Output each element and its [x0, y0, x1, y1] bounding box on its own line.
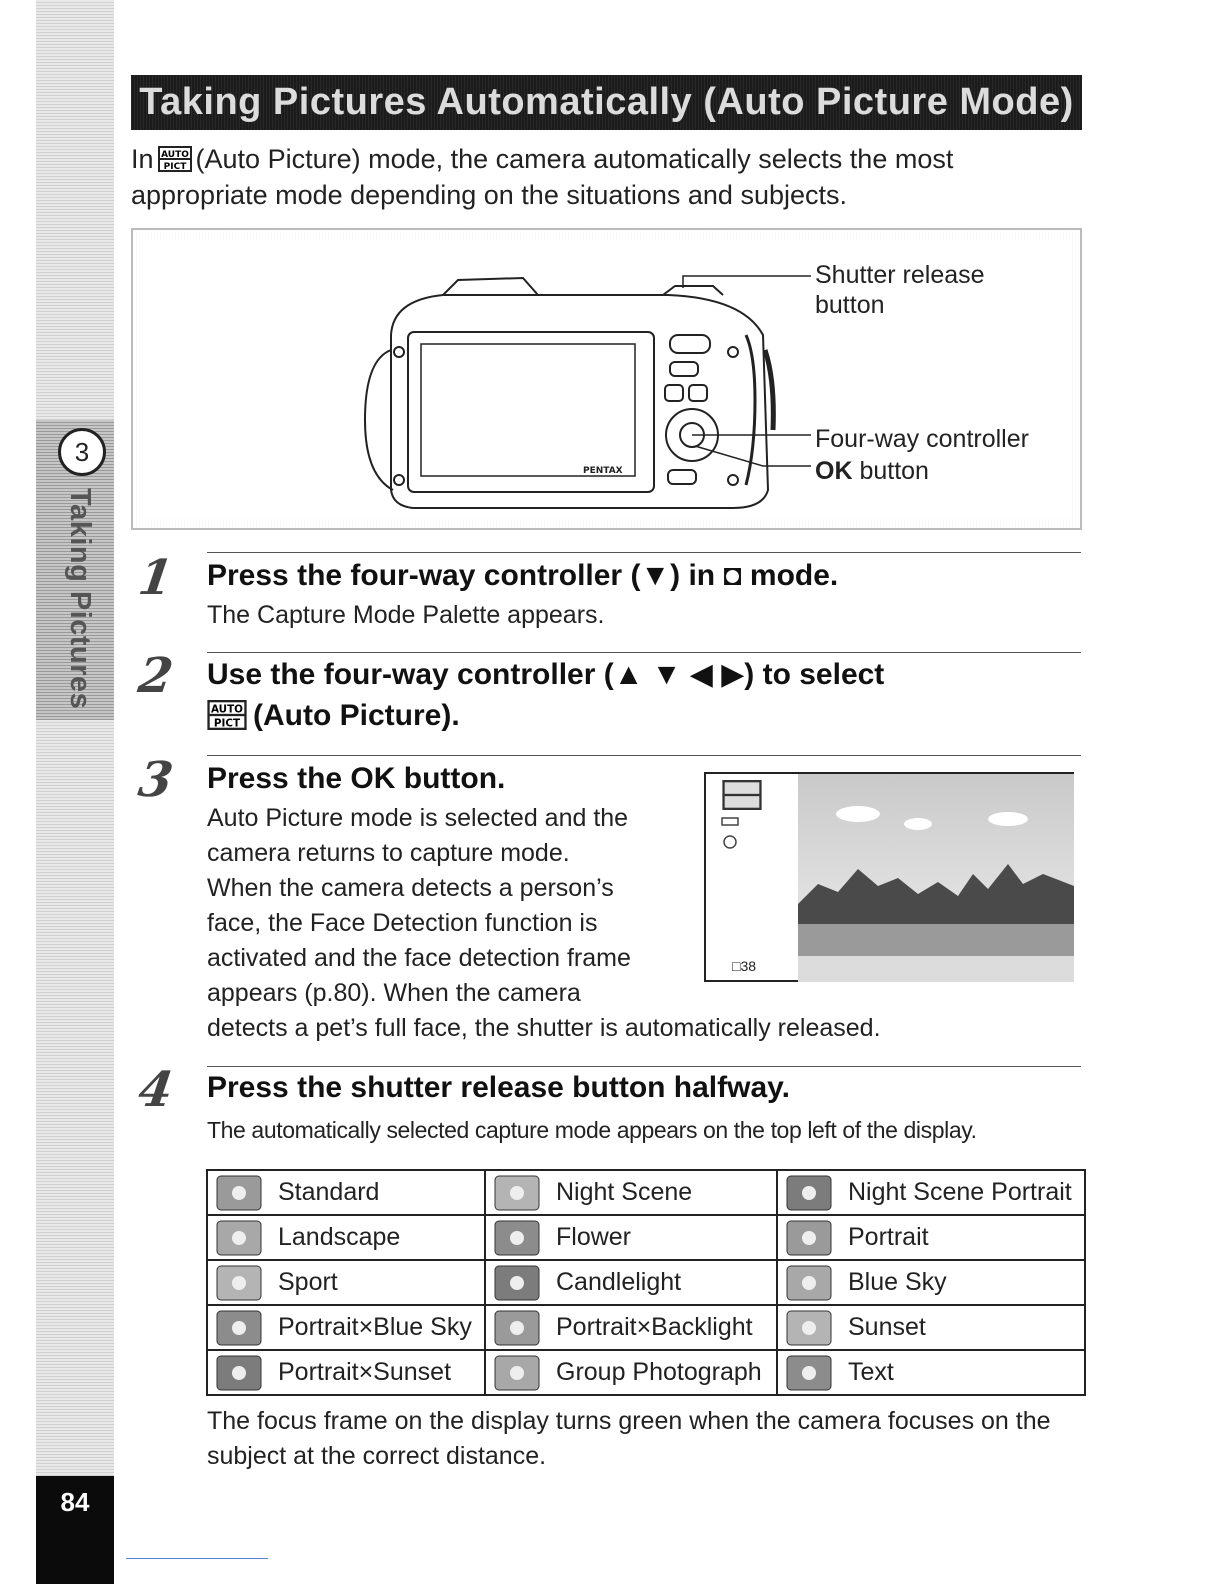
intro-paragraph: In AUTO PICT (Auto Picture) mode, the camera automatically selects the most appropriate mode depending on the situations and subjects.	[131, 144, 954, 210]
step-3-body: Auto Picture mode is selected and the camera returns to capture mode. When the camera detects a person’s face, the Face Detection function is activated and the face detection frame appears (p.80). When the camera detects a pet’s full face, the shutter is automatically released.	[207, 804, 881, 1042]
camera-diagram	[131, 228, 1082, 530]
shutter-release-callout: Shutter release button	[815, 261, 985, 319]
mode-label: Group Photograph	[556, 1358, 762, 1386]
mode-row	[207, 1215, 1085, 1260]
mode-row	[207, 1170, 1085, 1215]
mode-row	[207, 1260, 1085, 1305]
svg-text:PICT: PICT	[213, 717, 241, 730]
step-1-body: The Capture Mode Palette appears.	[207, 601, 605, 629]
step-divider	[207, 1066, 1081, 1067]
auto-picture-icon	[207, 700, 247, 730]
step-divider	[207, 652, 1081, 653]
page-title: Taking Pictures Automatically (Auto Picture Mode)	[131, 75, 1082, 130]
mode-cell	[485, 1170, 777, 1215]
svg-text:AUTO: AUTO	[210, 703, 244, 716]
mode-label: Portrait×Blue Sky	[278, 1313, 472, 1341]
mode-icon	[786, 1355, 832, 1391]
mode-icon	[216, 1355, 262, 1391]
mode-label: Text	[848, 1358, 894, 1386]
step-2-heading-line2: AUTO PICT (Auto Picture).	[207, 696, 460, 736]
mode-icon	[786, 1175, 832, 1211]
mode-cell	[485, 1260, 777, 1305]
shots-remaining: □38	[732, 958, 757, 974]
mode-label: Sport	[278, 1268, 338, 1296]
page-number: 84	[36, 1476, 114, 1584]
auto-picture-icon	[720, 780, 764, 810]
mode-cell	[485, 1350, 777, 1395]
mode-cell	[777, 1305, 1085, 1350]
mode-row	[207, 1305, 1085, 1350]
step-4-body: The automatically selected capture mode appears on the top left of the display.	[207, 1117, 977, 1143]
mode-cell	[207, 1260, 485, 1305]
chapter-side-tab	[36, 0, 114, 1584]
capture-mode-table	[206, 1169, 1086, 1396]
closing-note: The focus frame on the display turns green when the camera focuses on the subject at the correct distance.	[207, 1407, 1051, 1470]
mode-label: Standard	[278, 1178, 380, 1206]
mode-icon	[786, 1265, 832, 1301]
mode-icon	[216, 1175, 262, 1211]
mode-icon	[216, 1220, 262, 1256]
mode-icon	[494, 1265, 540, 1301]
lcd-scene-image	[798, 774, 1074, 982]
svg-text:PICT: PICT	[163, 162, 186, 172]
mode-label: Night Scene	[556, 1178, 693, 1206]
mode-label: Night Scene Portrait	[848, 1178, 1072, 1206]
mode-row	[207, 1350, 1085, 1395]
mode-cell	[207, 1215, 485, 1260]
ok-button-callout: OK button	[815, 457, 929, 485]
mode-label: Portrait	[848, 1223, 929, 1251]
chapter-title: Taking Pictures	[64, 488, 96, 710]
mode-icon	[494, 1175, 540, 1211]
mode-icon	[494, 1220, 540, 1256]
mode-label: Portrait×Sunset	[278, 1358, 452, 1386]
mode-cell	[777, 1215, 1085, 1260]
mode-label: Flower	[556, 1223, 632, 1251]
chapter-number: 3	[58, 428, 106, 476]
footer-rule	[126, 1558, 268, 1559]
mode-icon	[786, 1220, 832, 1256]
mode-cell	[207, 1350, 485, 1395]
step-3-heading: Press the OK button.	[207, 762, 506, 795]
mode-cell	[207, 1170, 485, 1215]
mode-label: Portrait×Backlight	[556, 1313, 753, 1341]
mode-icon	[494, 1310, 540, 1346]
mode-cell	[485, 1305, 777, 1350]
step-divider	[207, 755, 1081, 756]
svg-text:PENTAX: PENTAX	[583, 466, 623, 476]
lcd-preview	[704, 772, 1074, 982]
svg-text:AUTO: AUTO	[160, 150, 189, 160]
step-1-heading: Press the four-way controller (▼) in ◘ mode.	[207, 559, 839, 592]
mode-label: Sunset	[848, 1313, 926, 1341]
lcd-status-icons	[720, 816, 740, 852]
step-number: 1	[135, 550, 177, 606]
step-number: 2	[135, 648, 177, 704]
step-number: 4	[135, 1062, 177, 1118]
step-divider	[207, 552, 1081, 553]
mode-icon	[216, 1265, 262, 1301]
mode-icon	[216, 1310, 262, 1346]
mode-cell	[777, 1350, 1085, 1395]
auto-picture-icon	[158, 146, 192, 172]
mode-icon	[494, 1355, 540, 1391]
mode-label: Landscape	[278, 1223, 401, 1251]
step-2-heading-line1: Use the four-way controller (▲ ▼ ◀ ▶) to select	[207, 658, 885, 691]
step-number: 3	[135, 752, 177, 808]
mode-label: Blue Sky	[848, 1268, 947, 1296]
step-4-heading: Press the shutter release button halfway.	[207, 1071, 790, 1104]
mode-cell	[777, 1170, 1085, 1215]
mode-icon	[786, 1310, 832, 1346]
mode-cell	[485, 1215, 777, 1260]
mode-label: Candlelight	[556, 1268, 682, 1296]
four-way-controller-callout: Four-way controller	[815, 425, 1029, 453]
mode-cell	[207, 1305, 485, 1350]
mode-cell	[777, 1260, 1085, 1305]
